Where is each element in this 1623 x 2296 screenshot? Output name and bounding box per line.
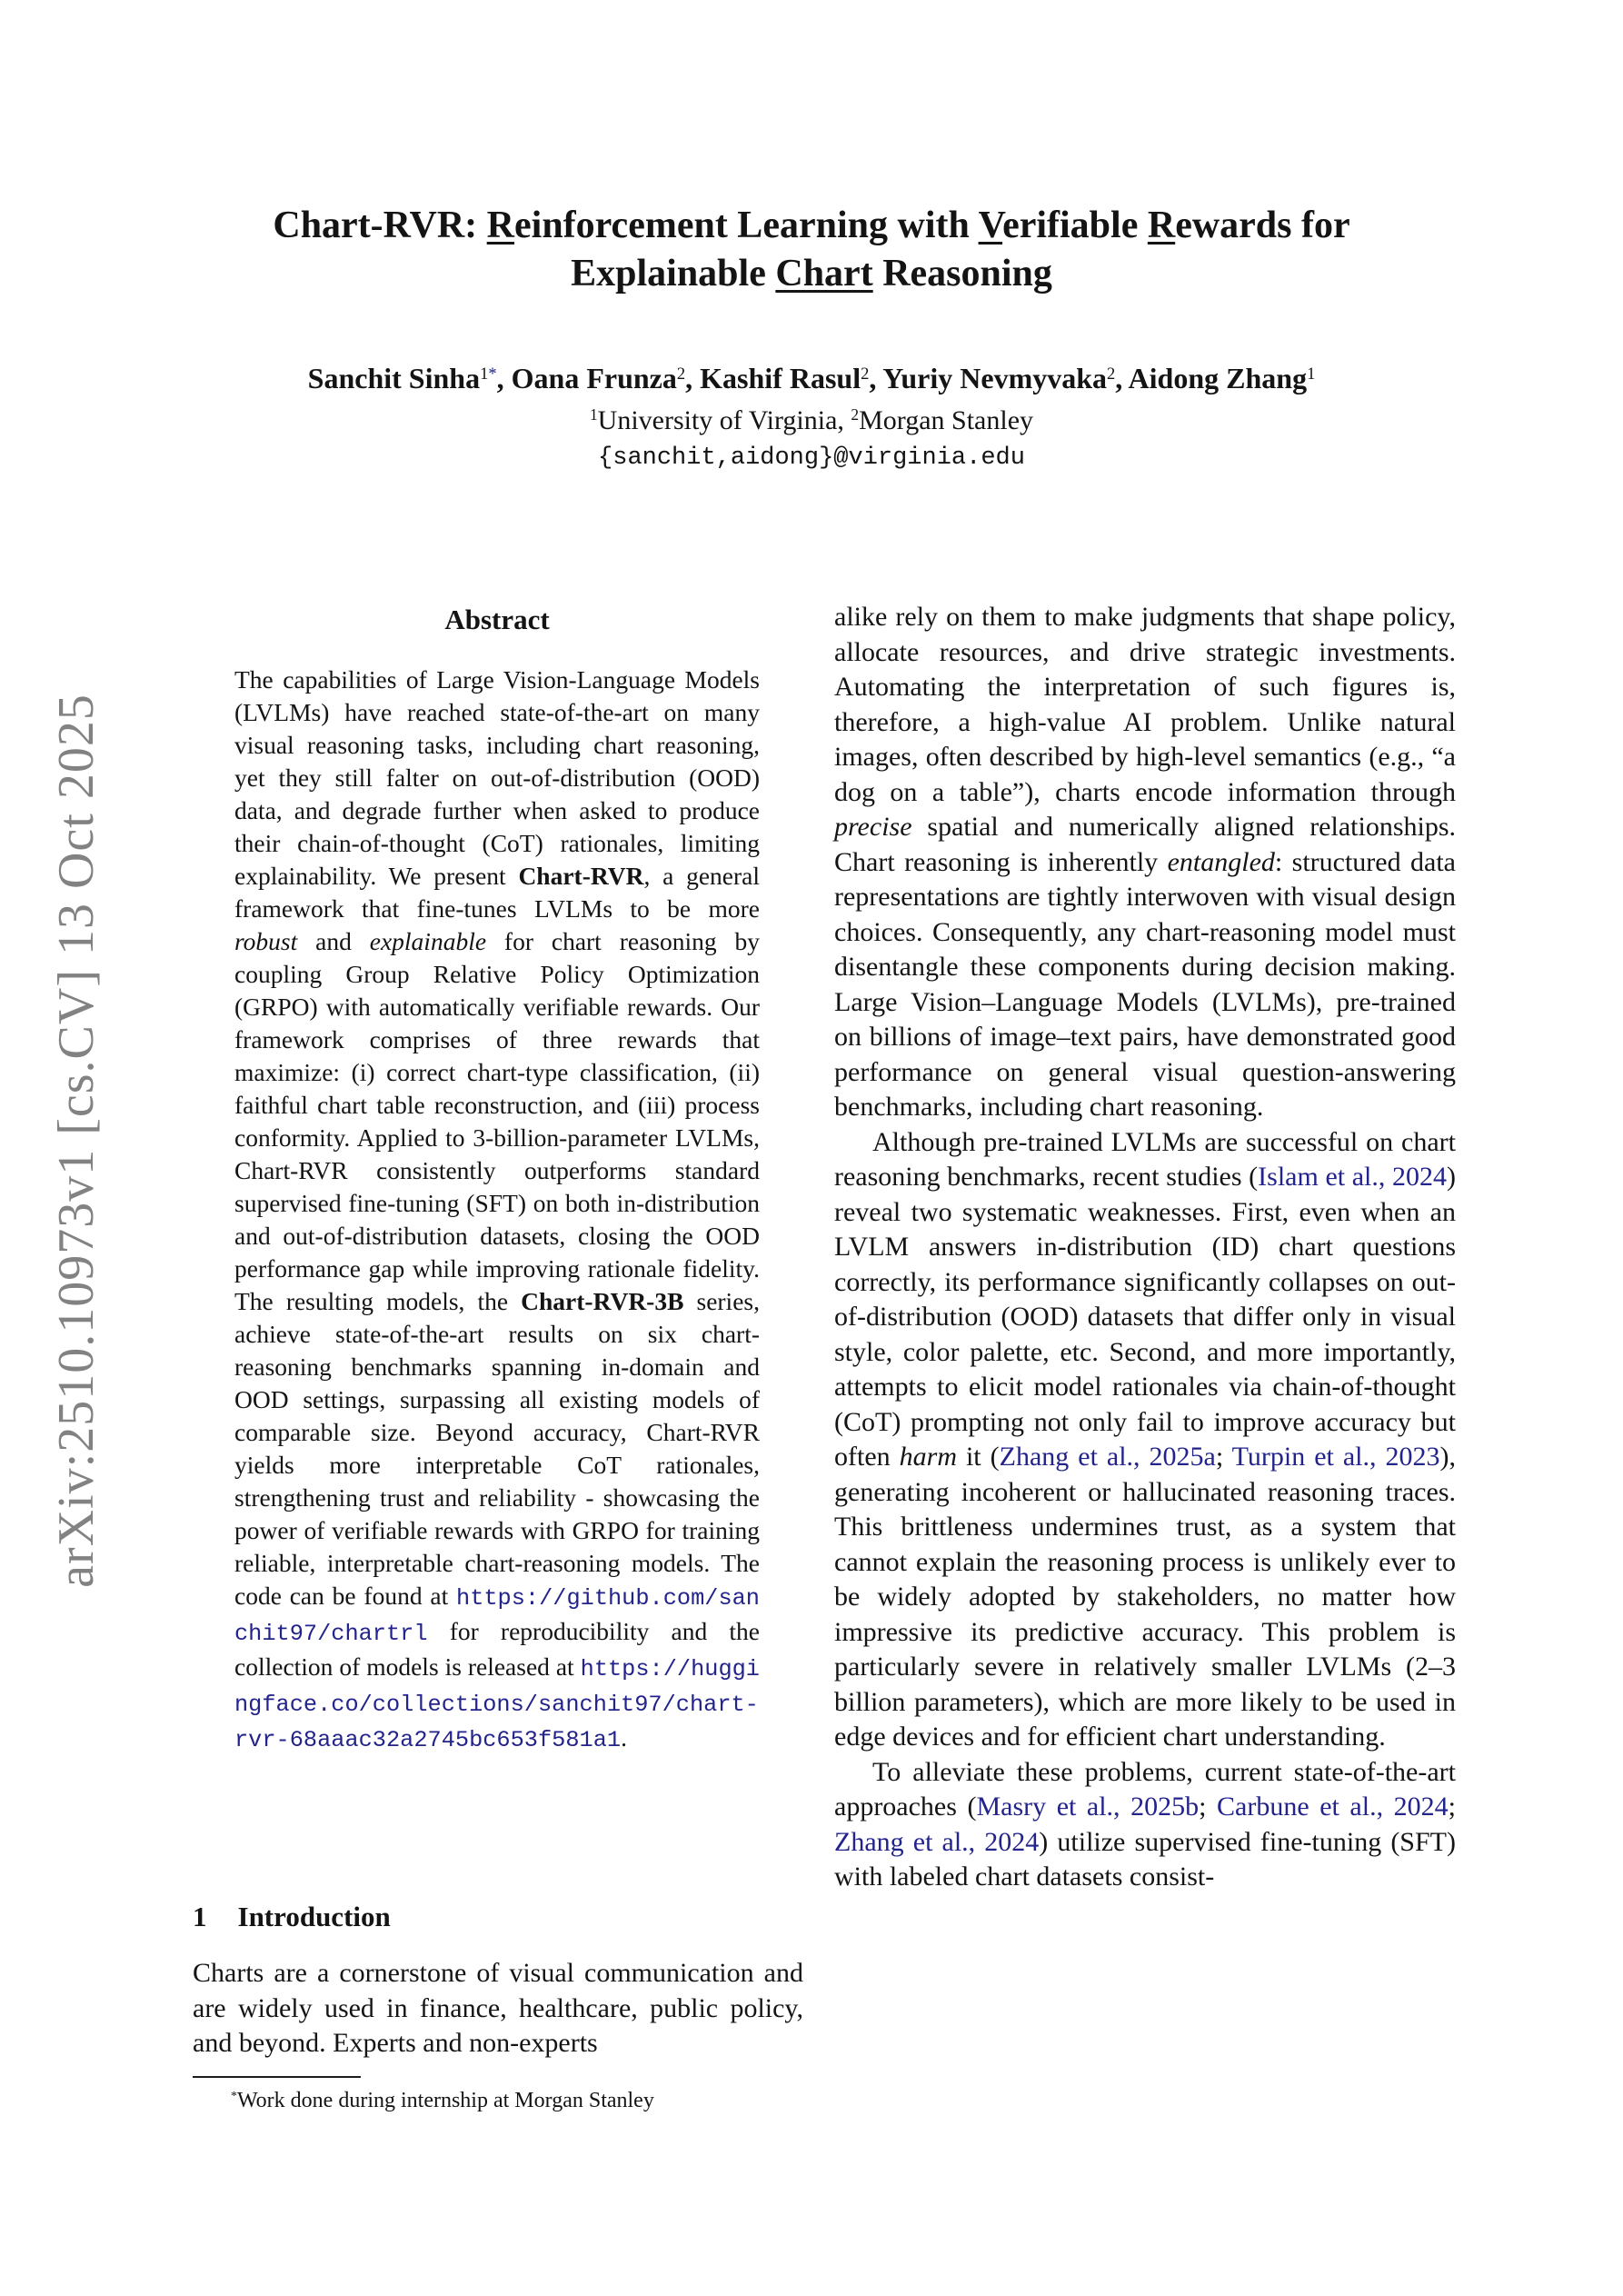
text-run: The capabilities of Large Vision-Language Models (LVLMs) have reached state-of-the-art on many visual reasoning tasks, including chart reasoning, yet they still falter on out-of-distribution (OOD) data, and degrade further when asked to produce their chain-of-thought (CoT) rationales, limiting explainability. We present [234,665,760,890]
text-run: Although pre-trained LVLMs are successful on chart reasoning benchmarks, recent studies ( [834,1126,1456,1192]
text-run: ; [1448,1792,1456,1822]
text-run: ; [1199,1792,1218,1822]
text-run: explainable [369,927,487,955]
text-run: . [621,1723,627,1752]
text-run: , [1115,362,1129,394]
text-run: entangled [1167,846,1275,877]
intro-continuation-paragraph [834,600,1456,1125]
text-run: R [486,205,515,246]
footnote [193,2076,803,2114]
arxiv-watermark: arXiv:2510.10973v1 [cs.CV] 13 Oct 2025 [48,694,105,1588]
superscript: 2 [851,405,860,424]
abstract-section [234,604,760,1757]
left-column [193,0,803,2296]
text-run: harm [899,1442,957,1472]
right-column [834,600,1456,1895]
lvlm-weaknesses-paragraph [834,1125,1456,1755]
text-run: ) reveal two systematic weaknesses. First, even when an LVLM answers in-distribution (ID) chart questions correctly, its performance significantly collapses on out-of-distribution (OOD) datasets that differ only in visual style, color palette, etc. Second, and more importantly, attempts to elicit model rationales via chain-of-thought (CoT) prompting not only fail to improve accuracy but often [834,1162,1456,1472]
text-run: series, achieve state-of-the-art results on six chart-reasoning benchmarks spanning in-domain and OOD settings, surpassing all existing models of comparable size. Beyond accuracy, Chart-RVR yields more interpretable CoT rationales, strengthening trust and reliability - showcasing the power of verifiable rewards with GRPO for training reliable, interpretable chart-reasoning models. The code can be found at [234,1287,760,1610]
footnote-marker: * [231,2090,237,2104]
text-run: V [978,205,1003,246]
text-run: it ( [956,1442,1000,1472]
intro-paragraph: Charts are a cornerstone of visual communication and are widely used in finance, healthcare, public policy, and beyond. Experts and non-experts [193,1958,803,2058]
section-title: Introduction [237,1901,391,1932]
email-line: {sanchit,aidong}@virginia.edu [598,444,1025,472]
superscript: * [488,364,497,384]
sota-approaches-paragraph [834,1755,1456,1895]
superscript: 1 [589,405,598,424]
text-run: ), generating incoherent or hallucinated reasoning traces. This brittleness undermines trust, as a system that cannot explain the reasoning process is unlikely ever to be widely adopted by stakeholders, no matter how impressive its predictive accuracy. This problem is particularly severe in relatively smaller LVLMs (2–3 billion parameters), which are more likely to be used in edge devices and for efficient chart understanding. [834,1442,1456,1752]
section-number: 1 [193,1901,207,1932]
citation-link[interactable]: Zhang et al., 2024 [834,1826,1040,1857]
text-run: , a general framework that fine-tunes LVLMs to be more [234,862,760,923]
text-run: Explainable [571,253,776,294]
text-run: Chart [775,253,873,294]
text-run: Reasoning [872,253,1052,294]
superscript: 2 [676,364,686,384]
footnote-rule [193,2076,361,2078]
abstract-body [234,664,760,1757]
text-run: : structured data representations are tightly interwoven with visual design choices. Consequently, any chart-reasoning model must disentangle these components during decision making. Large Vision–Language Models (LVLMs), pre-trained on billions of image–text pairs, have demonstrated good performance on general visual question-answering benchmarks, including chart reasoning. [834,846,1456,1122]
abstract-heading: Abstract [444,604,550,635]
text-run: Sanchit Sinha [307,362,481,394]
footnote-text [193,2087,803,2114]
text-run: Aidong Zhang [1128,362,1308,394]
citation-link[interactable]: Carbune et al., 2024 [1217,1792,1449,1822]
text-run: Chart-RVR [518,862,644,890]
url-link[interactable]: https://huggingface.co/collections/sanchit97/chart-rvr-68aaac32a2745bc653f581a1 [234,1656,760,1753]
text-run: Chart-RVR-3B [521,1287,684,1315]
text-run: ; [1215,1442,1232,1472]
text-run: einforcement Learning with [514,205,979,246]
citation-link[interactable]: Turpin et al., 2023 [1231,1442,1440,1472]
text-run: and [297,927,370,955]
superscript: 2 [861,364,870,384]
text-run: , [869,362,883,394]
text-run: for reproducibility and the collection of models is released at [234,1617,760,1681]
text-run: R [1147,205,1176,246]
url-link[interactable]: https://github.com/sanchit97/chartrl [234,1585,760,1647]
text-run: ewards for [1175,205,1350,246]
superscript: 2 [1107,364,1116,384]
text-run: Morgan Stanley [859,405,1034,435]
text-run: Oana Frunza [511,362,677,394]
text-run: Kashif Rasul [700,362,861,394]
text-run: alike rely on them to make judgments that shape policy, allocate resources, and drive strategic investments. Automating the interpretation of such figures is, therefore, a high-value AI problem. Unlike natural images, often described by high-level semantics (e.g., “a dog on a table”), charts encode information through [834,602,1456,807]
text-run: spatial and numerically aligned relationships. Chart reasoning is inherently [834,812,1456,877]
text-run: robust [234,927,298,955]
footnote-body: Work done during internship at Morgan Stanley [236,2089,654,2112]
text-run: Chart-RVR: [273,205,487,246]
text-run: erifiable [1002,205,1148,246]
superscript: 1 [1307,364,1316,384]
text-run: University of Virginia, [597,405,851,435]
citation-link[interactable]: Zhang et al., 2025a [999,1442,1216,1472]
text-run: precise [834,812,912,842]
text-run: ) utilize supervised fine-tuning (SFT) with labeled chart datasets consist- [834,1826,1456,1892]
text-run: for chart reasoning by coupling Group Relative Policy Optimization (GRPO) with automatically verifiable rewards. Our framework comprises of three rewards that maximize: (i) correct chart-type classification, (ii) faithful chart table reconstruction, and (iii) process conformity. Applied to 3-billion-parameter LVLMs, Chart-RVR consistently outperforms standard supervised fine-tuning (SFT) on both in-distribution and out-of-distribution datasets, closing the OOD performance gap while improving rationale fidelity. The resulting models, the [234,927,760,1315]
section-heading-introduction [193,1900,803,1934]
text-run: , [685,362,701,394]
superscript: 1 [480,364,489,384]
text-run: , [496,362,512,394]
citation-link[interactable]: Masry et al., 2025b [976,1792,1200,1822]
text-run: Yuriy Nevmyvaka [882,362,1108,394]
citation-link[interactable]: Islam et al., 2024 [1258,1162,1447,1192]
text-run: To alleviate these problems, current state-of-the-art approaches ( [834,1756,1456,1822]
